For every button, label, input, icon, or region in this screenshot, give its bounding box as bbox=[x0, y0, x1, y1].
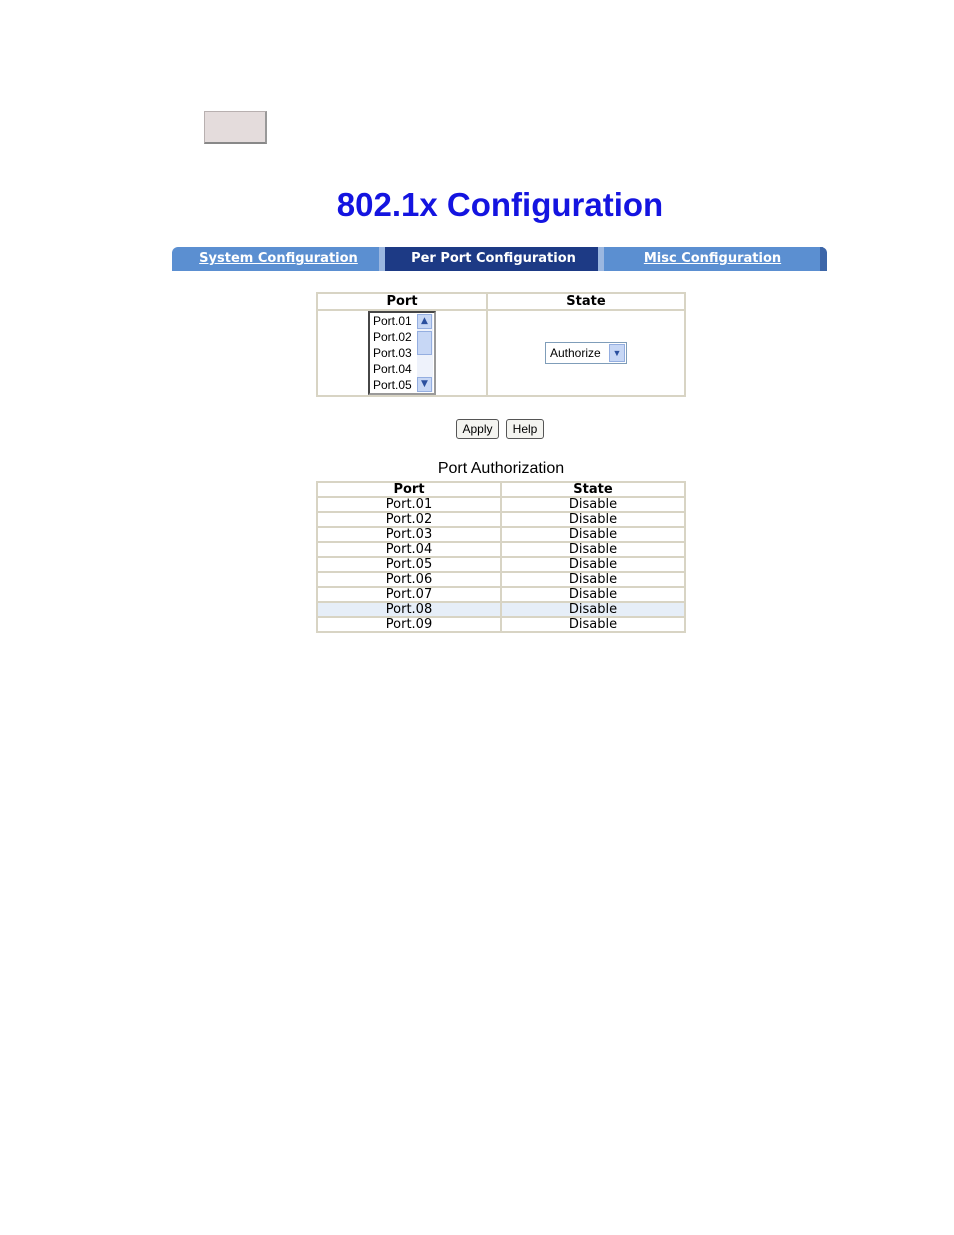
listbox-scrollbar[interactable] bbox=[417, 314, 433, 392]
row-port: Port.07 bbox=[317, 587, 501, 602]
tab-separator bbox=[379, 247, 385, 271]
row-state: Disable bbox=[501, 512, 685, 527]
state-column-header: State bbox=[487, 293, 685, 310]
top-placeholder-box bbox=[204, 111, 267, 144]
page-title: 802.1x Configuration bbox=[336, 186, 664, 223]
port-select-cell bbox=[317, 310, 487, 396]
tab-per-port-configuration[interactable]: Per Port Configuration bbox=[385, 247, 602, 271]
state-dropdown[interactable] bbox=[545, 342, 627, 364]
row-port: Port.08 bbox=[317, 602, 501, 617]
row-port: Port.06 bbox=[317, 572, 501, 587]
table-row bbox=[317, 557, 685, 572]
port-config-table bbox=[316, 292, 686, 397]
row-state: Disable bbox=[501, 557, 685, 572]
row-state: Disable bbox=[501, 542, 685, 557]
row-port: Port.09 bbox=[317, 617, 501, 632]
tab-bar-end bbox=[820, 247, 827, 271]
port-option[interactable]: Port.05 bbox=[373, 378, 412, 392]
port-column-header: Port bbox=[317, 293, 487, 310]
table-row bbox=[317, 542, 685, 557]
row-state: Disable bbox=[501, 617, 685, 632]
row-state: Disable bbox=[501, 572, 685, 587]
port-option[interactable]: Port.04 bbox=[373, 362, 412, 376]
port-authorization-title: Port Authorization bbox=[437, 460, 565, 477]
row-port: Port.05 bbox=[317, 557, 501, 572]
tab-separator bbox=[598, 247, 604, 271]
tab-misc-configuration[interactable]: Misc Configuration bbox=[602, 247, 823, 271]
chevron-up-icon[interactable]: ▲ bbox=[417, 314, 432, 329]
table-row bbox=[317, 497, 685, 512]
port-option[interactable]: Port.01 bbox=[373, 314, 412, 328]
port-authorization-table bbox=[316, 481, 686, 633]
chevron-down-icon[interactable]: ▼ bbox=[417, 377, 432, 392]
row-port: Port.01 bbox=[317, 497, 501, 512]
row-state: Disable bbox=[501, 587, 685, 602]
state-dropdown-value: Authorize bbox=[550, 346, 601, 360]
table-row bbox=[317, 527, 685, 542]
table-row bbox=[317, 572, 685, 587]
row-port: Port.04 bbox=[317, 542, 501, 557]
help-button[interactable]: Help bbox=[506, 419, 544, 439]
auth-port-header: Port bbox=[317, 482, 501, 497]
tab-bar bbox=[172, 247, 827, 271]
chevron-down-icon[interactable]: ▼ bbox=[609, 344, 625, 362]
table-row-highlighted bbox=[317, 602, 685, 617]
row-state: Disable bbox=[501, 497, 685, 512]
table-row bbox=[317, 617, 685, 632]
scrollbar-thumb[interactable] bbox=[417, 331, 432, 355]
auth-state-header: State bbox=[501, 482, 685, 497]
port-option[interactable]: Port.03 bbox=[373, 346, 412, 360]
port-option[interactable]: Port.02 bbox=[373, 330, 412, 344]
row-port: Port.02 bbox=[317, 512, 501, 527]
port-listbox[interactable] bbox=[368, 311, 436, 395]
row-port: Port.03 bbox=[317, 527, 501, 542]
apply-button[interactable]: Apply bbox=[456, 419, 499, 439]
table-row bbox=[317, 512, 685, 527]
state-select-cell bbox=[487, 310, 685, 396]
row-state: Disable bbox=[501, 602, 685, 617]
tab-system-configuration[interactable]: System Configuration bbox=[172, 247, 385, 271]
table-row bbox=[317, 587, 685, 602]
row-state: Disable bbox=[501, 527, 685, 542]
